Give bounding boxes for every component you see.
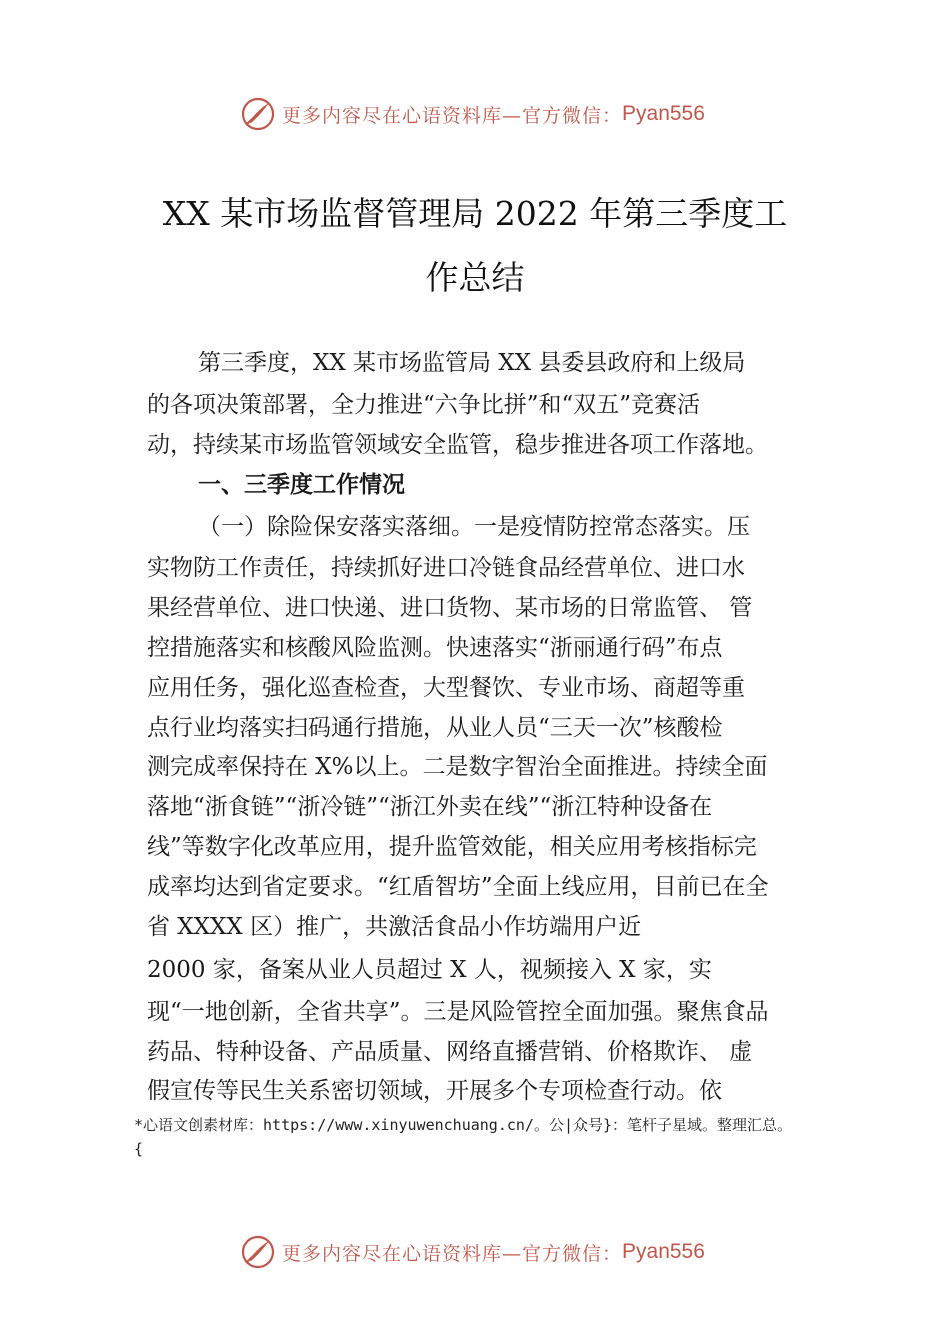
paragraph-line: 点行业均落实扫码通行措施，从业人员“三天一次”核酸检: [147, 715, 723, 741]
section-heading: 一、三季度工作情况: [198, 472, 405, 498]
paragraph-line: 药品、特种设备、产品质量、网络直播营销、价格欺诈、 虚: [147, 1039, 753, 1065]
paragraph-line: 落地“浙食链”“浙冷链”“浙江外卖在线”“浙江特种设备在: [147, 794, 713, 820]
paragraph-line: 现“一地创新，全省共享”。三是风险管控全面加强。聚焦食品: [147, 999, 769, 1025]
header-watermark-banner: [240, 94, 705, 134]
paragraph-line: 省 XXXX 区）推广，共激活食品小作坊端用户近: [147, 914, 642, 940]
footnote: *心语文创素材库：https://www.xinyuwenchuang.cn/。公|众号}：笔杆子星域。整理汇总。: [134, 1116, 793, 1134]
paragraph-line: 的各项决策部署，全力推进“六争比拼”和“双五”竞赛活: [147, 392, 701, 418]
paragraph-line: 线”等数字化改革应用，提升监管效能，相关应用考核指标完: [147, 834, 757, 860]
banner-text: 更多内容尽在心语资料库—官方微信：: [282, 1242, 623, 1265]
paragraph-line: 控措施落实和核酸风险监测。快速落实“浙丽通行码”布点: [147, 635, 723, 661]
quill-logo-icon: [240, 96, 276, 132]
document-title-line-2: 作总结: [425, 258, 525, 297]
paragraph-line: 假宣传等民生关系密切领域，开展多个专项检查行动。依: [147, 1078, 722, 1104]
paragraph-line: 成率均达到省定要求。“红盾智坊”全面上线应用，目前已在全: [147, 874, 769, 900]
paragraph-line: 应用任务，强化巡查检查，大型餐饮、专业市场、商超等重: [147, 675, 745, 701]
footer-watermark-banner: [240, 1232, 705, 1272]
paragraph-line: 第三季度，XX 某市场监管局 XX 县委县政府和上级局: [198, 350, 746, 376]
banner-wechat-id: Pyan556: [622, 1240, 705, 1263]
paragraph-line: 果经营单位、进口快递、进口货物、某市场的日常监管、 管: [147, 595, 753, 621]
footnote-brace: {: [134, 1140, 144, 1158]
banner-text: 更多内容尽在心语资料库—官方微信：: [282, 104, 623, 127]
paragraph-line: 动，持续某市场监管领域安全监管，稳步推进各项工作落地。: [147, 432, 768, 458]
quill-logo-icon: [240, 1234, 276, 1270]
paragraph-line: 测完成率保持在 X%以上。二是数字智治全面推进。持续全面: [147, 754, 768, 780]
paragraph-line: 实物防工作责任，持续抓好进口冷链食品经营单位、进口水: [147, 555, 745, 581]
paragraph-line: （一）除险保安落实落细。一是疫情防控常态落实。压: [198, 514, 750, 540]
banner-wechat-id: Pyan556: [622, 102, 705, 125]
paragraph-line: 2000 家，备案从业人员超过 X 人，视频接入 X 家，实: [147, 957, 712, 983]
document-title-line-1: XX 某市场监督管理局 2022 年第三季度工: [162, 194, 788, 233]
